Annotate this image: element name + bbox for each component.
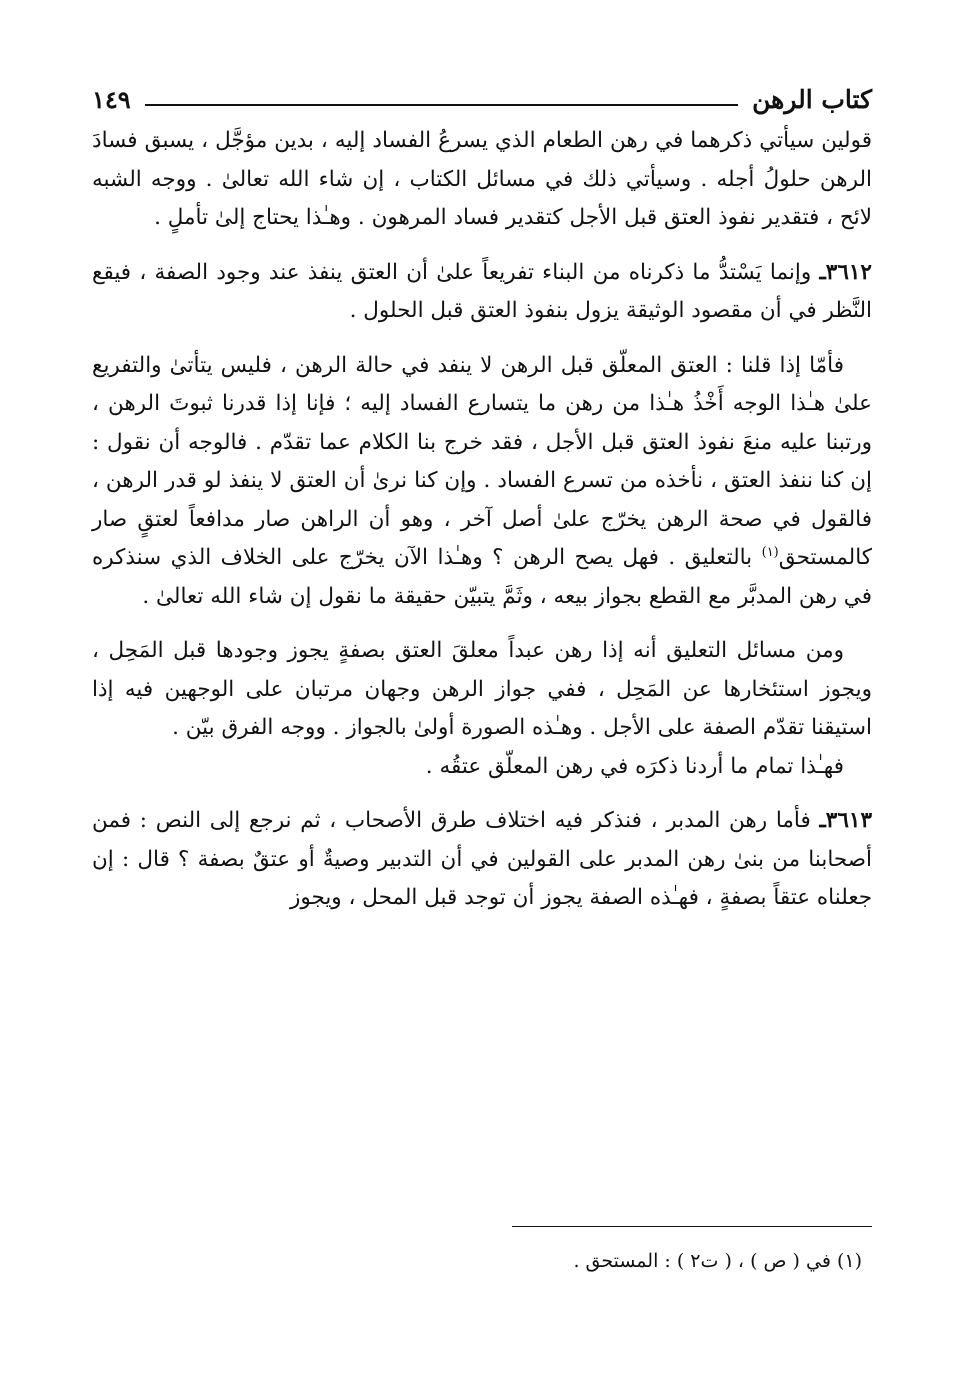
footnote: (١) في ( ص ) ، ( ت٢ ) : المستحق . xyxy=(573,1250,862,1272)
paragraph-3612 xyxy=(92,254,872,331)
page-header xyxy=(92,78,872,118)
paragraph-text: قولين سيأتي ذكرهما في رهن الطعام الذي يسرعُ الفساد إليه ، بدين مؤجَّل ، يسبق فسادَ الرهن حلولُ أجله . وسيأتي ذلك في مسائل الكتاب ، إن شاء الله تعالىٰ . ووجه الشبه لائح ، فتقدير نفوذ العتق قبل الأجل كتقدير فساد المرهون . وهـٰذا يحتاج إلىٰ تأملٍ . xyxy=(92,128,872,230)
paragraph-number: ٣٦١٢ـ xyxy=(819,259,872,285)
book-page xyxy=(92,78,872,1308)
paragraph-text: فأما رهن المدبر ، فنذكر فيه اختلاف طرق الأصحاب ، ثم نرجع إلى النص : فمن أصحابنا من بنىٰ رهن المدبر على القولين في أن التدبير وصيةٌ أو عتقٌ بصفة ؟ قال : إن جعلناه عتقاً بصفةٍ ، فهـٰذه الصفة يجوز أن توجد قبل المحل ، ويجوز xyxy=(92,808,872,910)
paragraph-text: ومن مسائل التعليق أنه إذا رهن عبداً معلقَ العتق بصفةٍ يجوز وجودها قبل المَحِل ، ويجوز استئخارها عن المَحِل ، ففي جواز الرهن وجهان مرتبان على الوجهين فيه إذا استيقنا تقدّم الصفة على الأجل . وهـٰذه الصورة أولىٰ بالجواز . ووجه الفرق بيّن . xyxy=(92,638,872,740)
paragraph-suspended-manumission xyxy=(92,347,872,617)
paragraph-text-continued: بالتعليق . فهل يصح الرهن ؟ وهـٰذا الآن يخرّج على الخلاف الذي سنذكره في رهن المدبَّر مع القطع بجواز بيعه ، وثَمَّ يتبيّن حقيقة ما نقول إن شاء الله تعالىٰ . xyxy=(92,545,872,609)
paragraph-text: فهـٰذا تمام ما أردنا ذكرَه في رهن المعلّق عتقُه . xyxy=(425,753,844,779)
paragraph-3613 xyxy=(92,802,872,918)
page-number: ١٤٩ xyxy=(92,85,131,114)
main-text xyxy=(92,122,872,918)
paragraph-text: فأمّا إذا قلنا : العتق المعلّق قبل الرهن لا ينفد في حالة الرهن ، فليس يتأتىٰ والتفريع علىٰ هـٰذا الوجه أَخْذُ هـٰذا من رهن ما يتسارع الفساد إليه ؛ فإنا إذا قدرنا ثبوتَ الرهن ، ورتبنا عليه منعَ نفوذ العتق قبل الأجل ، فقد خرج بنا الكلام عما تقدّم . فالوجه أن نقول : إن كنا ننفذ العتق ، نأخذه من تسرع الفساد . وإن كنا نرىٰ أن العتق لا ينفذ لو قدر الرهن ، فالقول في صحة الرهن يخرّج علىٰ أصل آخر ، وهو أن الراهن صار مدافعاً لعتقٍ صار كالمستحق xyxy=(92,352,872,570)
paragraph-continuation xyxy=(92,122,872,238)
footnote-separator xyxy=(512,1226,872,1227)
paragraph-number: ٣٦١٣ـ xyxy=(819,808,872,833)
paragraph-text: وإنما يَسْتدُّ ما ذكرناه من البناء تفريعاً علىٰ أن العتق ينفذ عند وجود الصفة ، فيقع النَّظر في أن مقصود الوثيقة يزول بنفوذ العتق قبل الحلول . xyxy=(92,259,872,323)
running-title: كتاب الرهن xyxy=(752,85,872,114)
header-rule xyxy=(145,104,738,106)
paragraph-pledge-conditions xyxy=(92,632,872,748)
paragraph-conclusion xyxy=(92,748,872,787)
footnote-reference: (١) xyxy=(761,544,779,560)
